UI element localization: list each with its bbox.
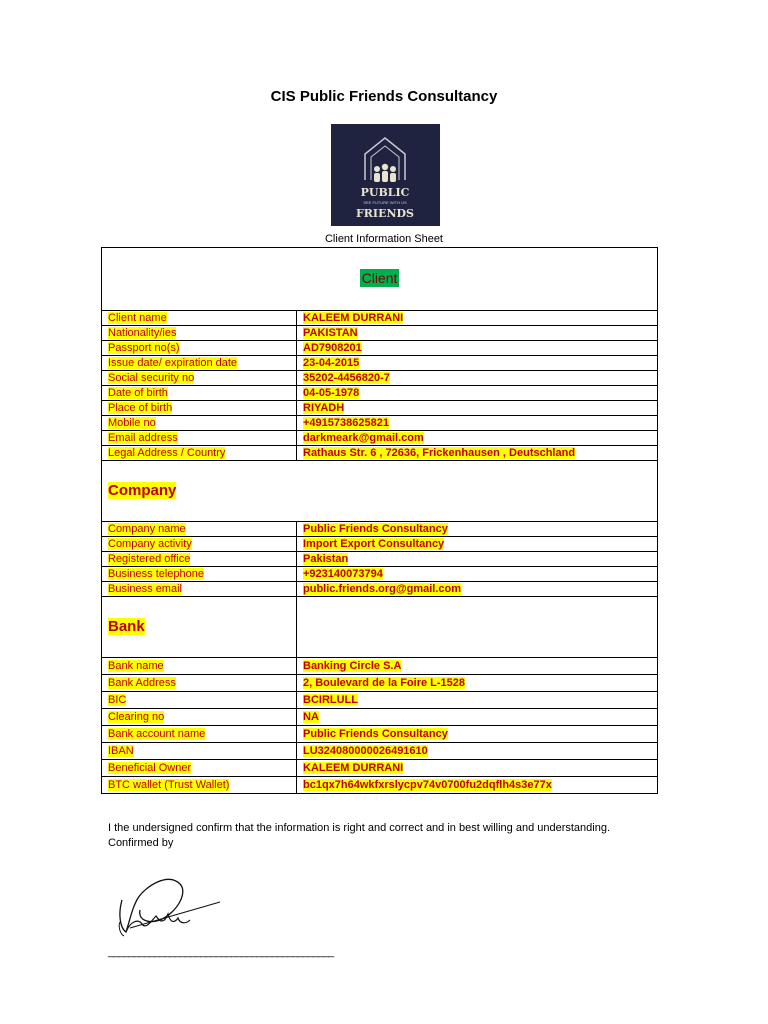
table-row <box>102 692 658 709</box>
field-label: Business email <box>108 582 182 595</box>
field-label: BIC <box>108 693 127 706</box>
field-label: Clearing no <box>108 710 165 723</box>
field-label: IBAN <box>108 744 134 757</box>
table-row <box>102 401 658 416</box>
table-row <box>102 446 658 461</box>
field-label: Bank account name <box>108 727 206 740</box>
table-row <box>102 658 658 675</box>
field-value: KALEEM DURRANI <box>303 761 404 774</box>
field-value: bc1qx7h64wkfxrslycpv74v0700fu2dqflh4s3e77x <box>303 778 552 791</box>
field-value: darkmeark@gmail.com <box>303 431 424 444</box>
bank-header-empty-cell <box>297 597 658 658</box>
field-label: Place of birth <box>108 401 173 414</box>
table-row <box>102 311 658 326</box>
field-label: Company activity <box>108 537 192 550</box>
table-row <box>102 743 658 760</box>
handwritten-signature <box>108 862 228 947</box>
field-value: KALEEM DURRANI <box>303 311 404 324</box>
table-row <box>102 371 658 386</box>
field-value: Banking Circle S.A <box>303 659 402 672</box>
field-label: BTC wallet (Trust Wallet) <box>108 778 230 791</box>
client-header-cell <box>102 248 658 311</box>
table-row <box>102 386 658 401</box>
field-value: +4915738625821 <box>303 416 389 429</box>
table-row <box>102 760 658 777</box>
field-label: Email address <box>108 431 178 444</box>
confirmation-statement: I the undersigned confirm that the information is right and correct and in best willing and understanding. <box>108 822 611 834</box>
table-row <box>102 709 658 726</box>
field-label: Mobile no <box>108 416 156 429</box>
table-row <box>102 537 658 552</box>
field-label: Nationality/ies <box>108 326 177 339</box>
client-section-header: Client <box>361 269 398 286</box>
table-row <box>102 326 658 341</box>
table-row <box>102 567 658 582</box>
confirmed-by-label: Confirmed by <box>108 837 174 849</box>
field-value: 23-04-2015 <box>303 356 360 369</box>
logo-tagline: SEE FUTURE WITH US <box>363 200 407 205</box>
table-row <box>102 341 658 356</box>
field-label: Bank Address <box>108 676 176 689</box>
company-section <box>102 461 658 597</box>
field-value: Pakistan <box>303 552 349 565</box>
public-friends-logo <box>331 124 440 226</box>
field-value: Rathaus Str. 6 , 72636, Frickenhausen , Deutschland <box>303 446 576 459</box>
field-label: Client name <box>108 311 167 324</box>
table-row <box>102 777 658 794</box>
field-value: +923140073794 <box>303 567 383 580</box>
confirmation-text <box>108 821 610 851</box>
field-label: Legal Address / Country <box>108 446 226 459</box>
signature-line: ____________________________________________ <box>108 946 334 958</box>
field-value: NA <box>303 710 319 723</box>
table-row <box>102 552 658 567</box>
sheet-subtitle: Client Information Sheet <box>324 233 443 245</box>
field-value: 04-05-1978 <box>303 386 360 399</box>
field-value: 2, Boulevard de la Foire L-1528 <box>303 676 466 689</box>
field-value: 35202-4456820-7 <box>303 371 390 384</box>
table-row <box>102 675 658 692</box>
field-label: Issue date/ expiration date <box>108 356 238 369</box>
bank-header-cell <box>102 597 297 658</box>
client-information-table <box>101 247 658 794</box>
field-label: Registered office <box>108 552 191 565</box>
company-section-header: Company <box>108 481 177 499</box>
field-value: BCIRLULL <box>303 693 358 706</box>
field-value: PAKISTAN <box>303 326 358 339</box>
field-label: Business telephone <box>108 567 205 580</box>
field-label: Date of birth <box>108 386 168 399</box>
client-section <box>102 248 658 461</box>
field-value: RIYADH <box>303 401 345 414</box>
table-row <box>102 582 658 597</box>
bank-section-header: Bank <box>108 617 145 635</box>
table-row <box>102 522 658 537</box>
company-header-cell <box>102 461 658 522</box>
table-row <box>102 356 658 371</box>
field-value: public.friends.org@gmail.com <box>303 582 462 595</box>
field-value: AD7908201 <box>303 341 362 354</box>
logo-line2: FRIENDS <box>355 207 415 220</box>
field-label: Social security no <box>108 371 195 384</box>
field-label: Company name <box>108 522 186 535</box>
field-label: Bank name <box>108 659 164 672</box>
table-row <box>102 726 658 743</box>
document-title: CIS Public Friends Consultancy <box>270 88 498 105</box>
field-value: Import Export Consultancy <box>303 537 445 550</box>
bank-section <box>102 597 658 794</box>
field-label: Beneficial Owner <box>108 761 192 774</box>
field-value: LU324080000026491610 <box>303 744 428 757</box>
table-row <box>102 431 658 446</box>
logo-line1: PUBLIC <box>360 186 410 199</box>
field-value: Public Friends Consultancy <box>303 727 448 740</box>
table-row <box>102 416 658 431</box>
field-value: Public Friends Consultancy <box>303 522 448 535</box>
field-label: Passport no(s) <box>108 341 180 354</box>
